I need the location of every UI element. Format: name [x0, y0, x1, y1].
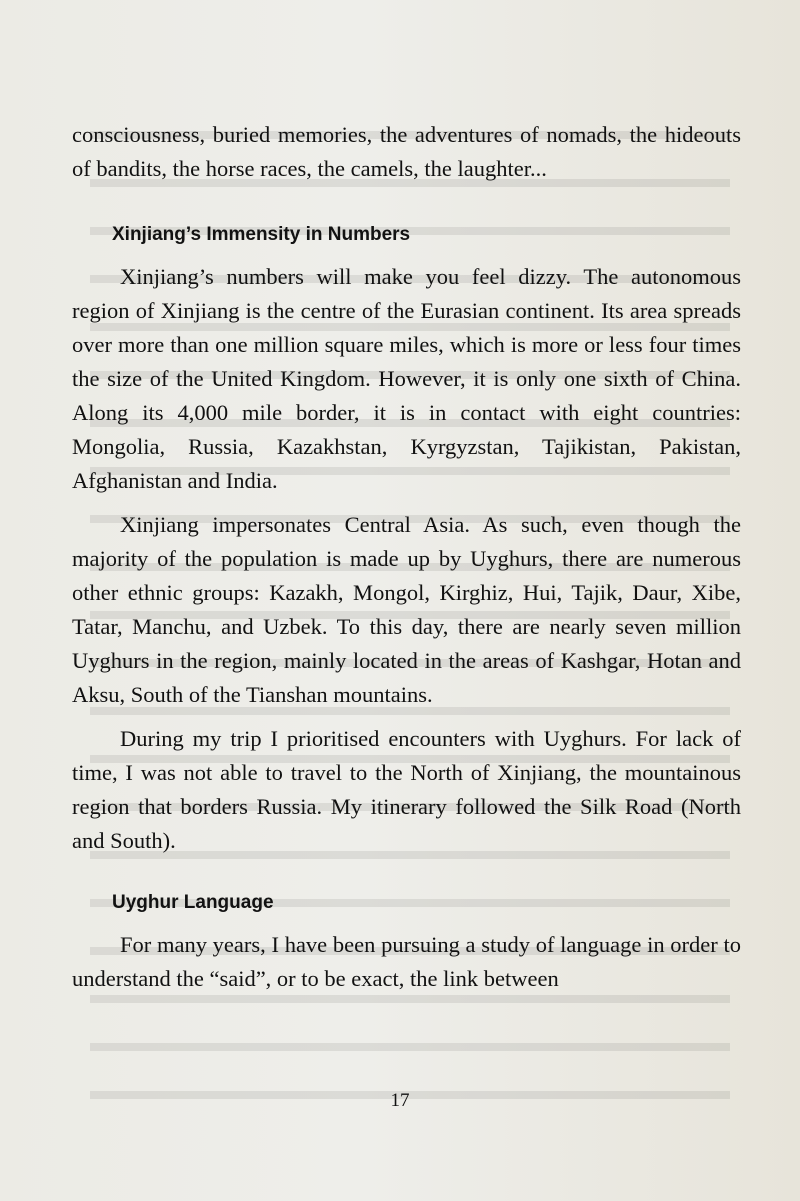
intro-paragraph: consciousness, buried memories, the adventures of nomads, the hideouts of bandits, the horse races, the camels, the laughter... [72, 122, 741, 181]
section-heading-language: Uyghur Language [112, 892, 274, 913]
page-number: 17 [390, 1090, 410, 1111]
paragraph-language: For many years, I have been pursuing a study of language in order to understand the “said”, or to be exact, the link between [72, 932, 741, 991]
paragraph-central-asia: Xinjiang impersonates Central Asia. As such, even though the majority of the population is made up by Uyghurs, there are numerous other ethnic groups: Kazakh, Mongol, Kirghiz, Hui, Tajik, Daur, Xibe, Tatar, Manchu, and Uzbek. To this day, there are nearly seven million Uyghurs in the region, mainly located in the areas of Kashgar, Hotan and Aksu, South of the Tianshan mountains. [72, 512, 741, 707]
section-heading-immensity: Xinjiang’s Immensity in Numbers [112, 224, 411, 245]
page-content [72, 118, 741, 996]
paragraph-numbers: Xinjiang’s numbers will make you feel dizzy. The autonomous region of Xinjiang is the centre of the Eurasian continent. Its area spreads over more than one million square miles, which is more or less four times the size of the United Kingdom. However, it is only one sixth of China. Along its 4,000 mile border, it is in contact with eight countries: Mongolia, Russia, Kazakhstan, Kyrgyzstan, Tajikistan, Pakistan, Afghanistan and India. [72, 264, 741, 493]
paragraph-trip: During my trip I prioritised encounters with Uyghurs. For lack of time, I was not able to travel to the North of Xinjiang, the mountainous region that borders Russia. My itinerary followed the Silk Road (North and South). [72, 726, 741, 853]
